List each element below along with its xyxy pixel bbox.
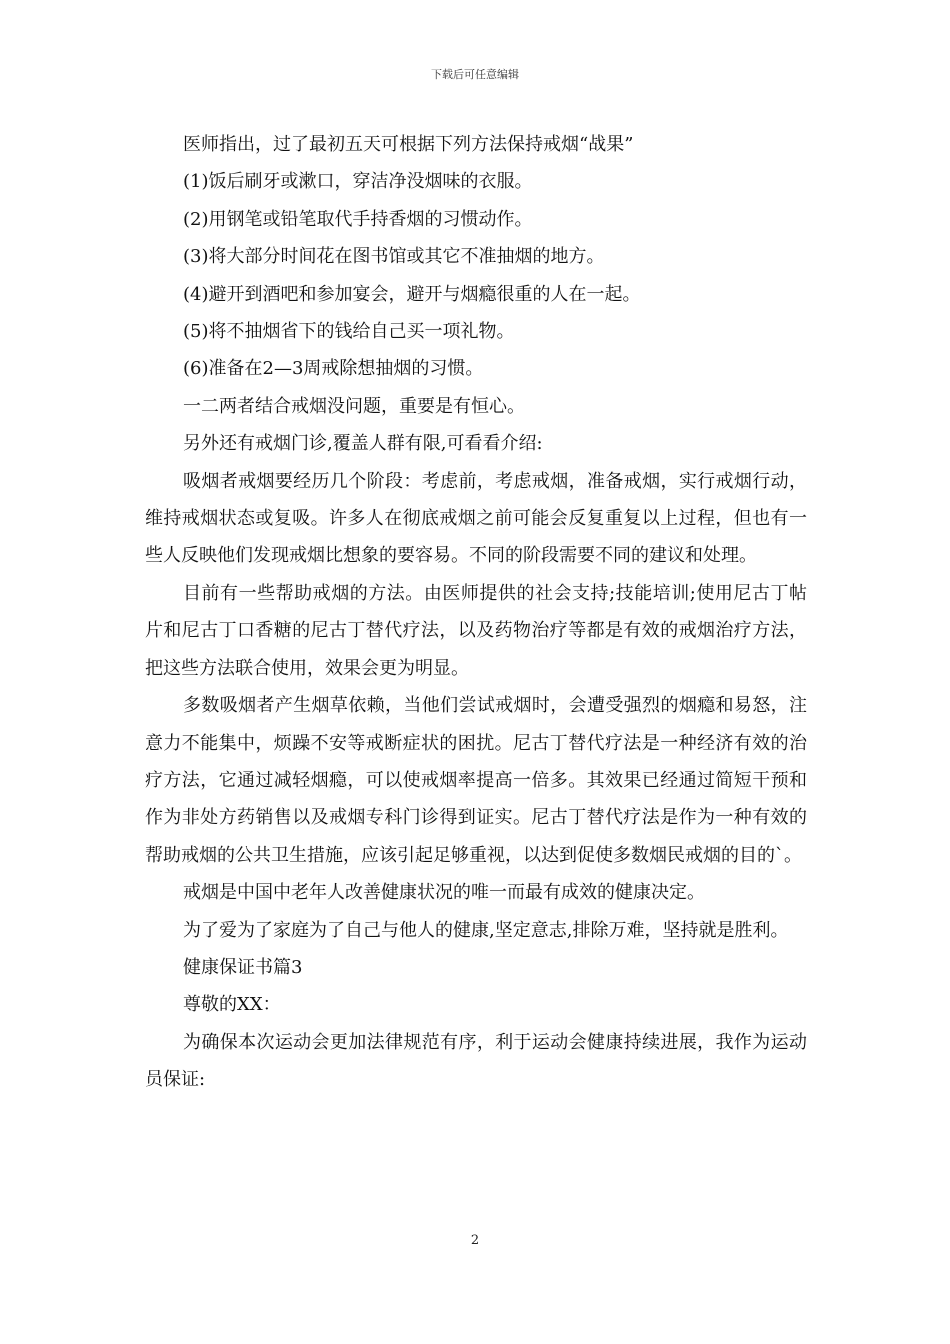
salutation: 尊敬的XX： (183, 994, 281, 1016)
list-item-2: (2)用钢笔或铅笔取代手持香烟的习惯动作。 (183, 208, 533, 230)
paragraph-intro: 医师指出，过了最初五天可根据下列方法保持戒烟“战果” (183, 134, 634, 155)
paragraph-summary: 一二两者结合戒烟没问题，重要是有恒心。 (183, 395, 525, 417)
document-body (145, 126, 807, 1099)
paragraph-clinic: 另外还有戒烟门诊,覆盖人群有限,可看看介绍: (183, 433, 543, 455)
list-item-3: (3)将大部分时间花在图书馆或其它不准抽烟的地方。 (183, 246, 605, 268)
paragraph-methods: 目前有一些帮助戒烟的方法。由医师提供的社会支持;技能培训;使用尼古丁帖片和尼古丁口香糖的尼古丁替代疗法，以及药物治疗等都是有效的戒烟治疗方法，把这些方法联合使用，效果会更为明显。 (145, 582, 807, 679)
paragraph-pledge: 为确保本次运动会更加法律规范有序，利于运动会健康持续进展，我作为运动员保证: (145, 1031, 807, 1091)
page-number: 2 (470, 1233, 480, 1248)
paragraph-encouragement: 为了爱为了家庭为了自己与他人的健康,坚定意志,排除万难，坚持就是胜利。 (183, 919, 789, 941)
list-item-5: (5)将不抽烟省下的钱给自己买一项礼物。 (183, 321, 515, 343)
page-header: 下载后可任意编辑 (431, 68, 519, 81)
paragraph-stages: 吸烟者戒烟要经历几个阶段：考虑前，考虑戒烟，准备戒烟，实行戒烟行动，维持戒烟状态或复吸。许多人在彻底戒烟之前可能会反复重复以上过程，但也有一些人反映他们发现戒烟比想象的要容易。不同的阶段需要不同的建议和处理。 (145, 470, 807, 567)
paragraph-nicotine-therapy: 多数吸烟者产生烟草依赖，当他们尝试戒烟时，会遭受强烈的烟瘾和易怒，注意力不能集中，烦躁不安等戒断症状的困扰。尼古丁替代疗法是一种经济有效的治疗方法，它通过减轻烟瘾，可以使戒烟率提高一倍多。其效果已经通过简短干预和作为非处方药销售以及戒烟专科门诊得到证实。尼古丁替代疗法是作为一种有效的帮助戒烟的公共卫生措施，应该引起足够重视，以达到促使多数烟民戒烟的目的`。 (145, 695, 807, 866)
section-heading: 健康保证书篇3 (183, 956, 303, 978)
list-item-6: (6)准备在2—3周戒除想抽烟的习惯。 (183, 358, 484, 380)
list-item-4: (4)避开到酒吧和参加宴会，避开与烟瘾很重的人在一起。 (183, 283, 641, 305)
paragraph-health-decision: 戒烟是中国中老年人改善健康状况的唯一而最有成效的健康决定。 (183, 882, 705, 904)
list-item-1: (1)饭后刷牙或漱口，穿洁净没烟味的衣服。 (183, 171, 533, 193)
